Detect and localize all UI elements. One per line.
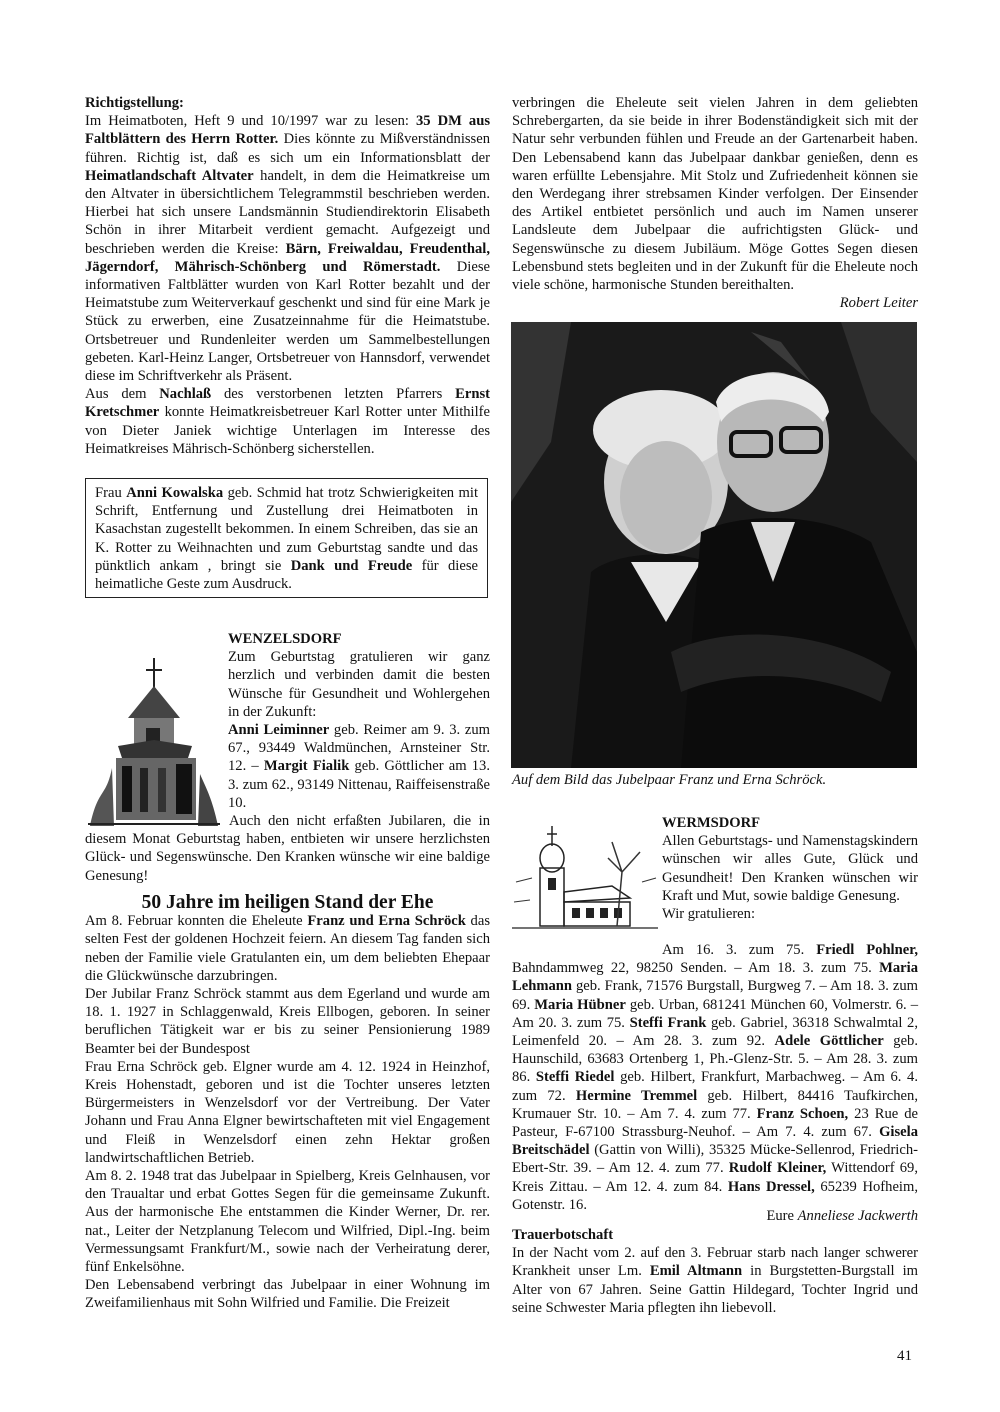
photo-caption: Auf dem Bild das Jubelpaar Franz und Erna Schröck.: [512, 772, 827, 788]
wenzelsdorf-section: [228, 630, 490, 812]
richtigstellung-paragraph-1: Im Heimatboten, Heft 9 und 10/1997 war zu lesen: 35 DM aus Faltblättern des Herrn Rotter. Dies könnte zu Mißverständnissen führen. Richtig ist, daß es sich um ein Informationsblatt der Heimatlandschaft Altvater handelt, in dem die Heimatkreise um den Altvater in übersichtlichem Telegrammstil beschrieben werden. Hierbei hat sich unsere Landsmännin Studiendirektorin Elisabeth Schön in ihrer Mitarbeit verdient gemacht. Aufgezeigt und beschrieben werden die Kreise: Bärn, Freiwaldau, Freudenthal, Jägerndorf, Mährisch-Schönberg und Römerstadt. Diese informativen Faltblätter wurden von Karl Rotter bezahlt und der Heimatstube zum Weiterverkauf geschenkt und sind für eine Mark je Stück zu erwerben, eine Zusatzeinnahme für die Heimatstube. Ortsbetreuer und Rundenleiter werden um Sammelbestellungen gebeten. Karl-Heinz Langer, Ortsbetreuer von Hannsdorf, verwendet diese im Schriftverkehr als Präsent.: [85, 113, 491, 385]
chapel-sketch-icon: [88, 648, 220, 826]
richtigstellung-article: [85, 94, 490, 458]
ehe-paragraph-2: Der Jubilar Franz Schröck stammt aus dem Egerland und wurde am 18. 1. 1927 in Schlaggenwald, Kreis Ellbogen, geboren. In seiner beruflichen Tätigkeit war er bis zu seiner Pensionierung 1989 Beamter bei der Bundespost: [85, 986, 490, 1057]
ehe-paragraph-5: Den Lebensabend verbringt das Jubelpaar in einer Wohnung im Zweifamilienhaus mit Sohn Wilfried und Familie. Die Freizeit: [85, 1277, 490, 1312]
church-sketch-icon: [512, 822, 658, 930]
wermsdorf-header: [662, 814, 918, 923]
wermsdorf-list: Am 16. 3. zum 75. Friedl Pohlner, Bahndammweg 22, 98250 Senden. – Am 18. 3. zum 75. Maria Lehmann geb. Frank, 71576 Burgstall, Burgweg 7. – Am 18. 3. zum 69. Maria Hübner geb. Urban, 681241 München 60, Volmerstr. 6. – Am 20. 3. zum 75. Steffi Frank geb. Gabriel, 36318 Schwalmtal 2, Leimenfeld 20. – Am 28. 3. zum 92. Adele Göttlicher geb. Haunschild, 63683 Ortenberg 1, Ph.-Glenz-Str. 5. – Am 28. 3. zum 86. Steffi Riedel geb. Hilbert, Frankfurt, Marbachweg. – Am 6. 4. zum 72. Hermine Tremmel geb. Hilbert, 84416 Taufkirchen, Krumauer Str. 10. – Am 7. 4. zum 77. Franz Schoen, 23 Rue de Pasteur, F-67100 Strassburg-Neuhof. – Am 7. 4. zum 67. Gisela Breitschädel (Gattin von Willi), 35325 Mücke-Sellenrod, Friedrich-Ebert-Str. 39. – Am 12. 4. zum 77. Rudolf Kleiner, Wittendorf 69, Kreis Zittau. – Am 12. 4. zum 84. Hans Dressel, 65239 Hofheim, Gotenstr. 16.: [512, 942, 919, 1213]
richtigstellung-paragraph-2: Aus dem Nachlaß des verstorbenen letzten Pfarrers Ernst Kretschmer konnte Heimatkreisbetreuer Karl Rotter unter Mithilfe von Dieter Janiek wichtige Unterlagen im Interesse des Heimatkreises Mährisch-Schönberg sicherstellen.: [85, 386, 490, 457]
ehe-title: 50 Jahre im heiligen Stand der Ehe: [141, 892, 434, 913]
ehe-continuation: [512, 94, 918, 312]
wermsdorf-wir-gratulieren: Wir gratulieren:: [662, 906, 756, 923]
trauerbotschaft-title: Trauerbotschaft: [512, 1227, 614, 1243]
ehe-paragraph-1: Am 8. Februar konnten die Eheleute Franz und Erna Schröck das selten Fest der goldenen Hochzeit feiern. An diesem Tag fanden sich neben der Familie viele Gratulanten ein, um dem beliebten Ehepaar die Glückwünsche darzubringen.: [85, 913, 491, 984]
trauerbotschaft-section: [512, 1226, 918, 1317]
trauerbotschaft-text: In der Nacht vom 2. auf den 3. Februar starb nach langer schwerer Krankheit unser Lm. Emil Altmann in Burgstetten-Burgstall im Alter von 67 Jahren. Seine Gattin Hildegard, Tochter Ingrid und seine Schwester Maria pflegten ihn liebevoll.: [512, 1245, 919, 1316]
richtigstellung-title: Richtigstellung:: [85, 95, 184, 111]
wermsdorf-intro: Allen Geburtstags- und Namenstagskindern wünschen wir alles Gute, Glück und Gesundheit! Den Kranken wünschen wir Kraft und Mut, sowie baldige Genesung.: [662, 833, 918, 904]
kowalska-notice-box: Frau Anni Kowalska geb. Schmid hat trotz Schwierigkeiten mit Schrift, Entfernung und Zustellung drei Heimatboten in Kasachstan zugestellt bekommen. In einem Schreiben, das sie an K. Rotter zu Weihnachten und zum Geburtstag sandte und das pünktlich ankam , bringt sie Dank und Freude für diese heimatliche Geste zum Ausdruck.: [85, 478, 488, 598]
wenzelsdorf-intro: Zum Geburtstag gratulieren wir ganz herzlich und verbinden damit die besten Wünsche für Gesundheit und Wohlergehen in der Zukunft:: [228, 649, 490, 720]
wermsdorf-signature: Eure Anneliese Jackwerth: [766, 1208, 918, 1224]
couple-photo: [511, 322, 917, 768]
page-number: 41: [897, 1348, 912, 1364]
wenzelsdorf-title: WENZELSDORF: [228, 631, 342, 647]
wenzelsdorf-closing: Auch den nicht erfaßten Jubilaren, die in diesem Monat Geburtstag haben, entbieten wir unsere herzlichsten Glück- und Segenswünsche. Den Kranken wünsche wir eine baldige Genesung!: [85, 813, 490, 884]
ehe-signature: Robert Leiter: [839, 295, 918, 312]
ehe-paragraph-3: Frau Erna Schröck geb. Elgner wurde am 4. 12. 1924 in Heinzhof, Kreis Hohenstadt, geboren und ist die Tochter unseres letzten Bürgermeisters in Wenzelsdorf vor der Vertreibung. Der Vater Johann und Frau Anna Elgner bewirtschafteten mit viel Engagement und Fleiß in Wenzelsdorf einen zehn Hektar großen landwirtschaftlichen Betrieb.: [85, 1058, 490, 1166]
ehe-paragraph-4: Am 8. 2. 1948 trat das Jubelpaar in Spielberg, Kreis Gelnhausen, vor den Traualtar und erbat Gottes Segen für die gemeinsame Zukunft. Aus der harmonische Ehe entstammen die Kinder Werner, Dr. rer. nat., Leiter der Netzplanung Telecom und Wilfried, Dipl.-Ing. beim Vermessungsamt Frankfurt/M., sowie nach der Verheiratung derer, fünf Enkelsöhne.: [85, 1168, 490, 1276]
wenzelsdorf-birthdays: Anni Leiminner geb. Reimer am 9. 3. zum 67., 93449 Waldmünchen, Arnsteiner Str. 12. – Margit Fialik geb. Göttlicher am 13. 3. zum 62., 93149 Nittenau, Raiffeisenstraße 10.: [228, 722, 490, 811]
ehe-continuation-text: verbringen die Eheleute seit vielen Jahren in dem geliebten Schrebergarten, da sie beide in ihrer Bodenständigkeit sich mit der Natur sehr verbunden fühlen und Freude an der Gartenarbeit haben. Den Lebensabend kann das Jubelpaar dankbar genießen, denn es waren erfüllte Lebensjahre. Mit Stolz und Zufriedenheit können sie den Werdegang ihrer strebsamen Kinder verfolgen. Der Einsender des Artikel entbietet persönlich und auch im Namen unserer Landsleute dem Jubelpaar die aufrichtigsten Glück- und Segenswünsche zu diesem Jubiläum. Möge Gottes Segen diesen Lebensbund stets begleiten und in der Zukunft für die Eheleute noch viele schöne, harmonische Stunden bereithalten.: [512, 95, 918, 294]
couple-photo-image: [511, 322, 917, 768]
wermsdorf-title: WERMSDORF: [662, 815, 761, 831]
ehe-article: [85, 894, 490, 1313]
